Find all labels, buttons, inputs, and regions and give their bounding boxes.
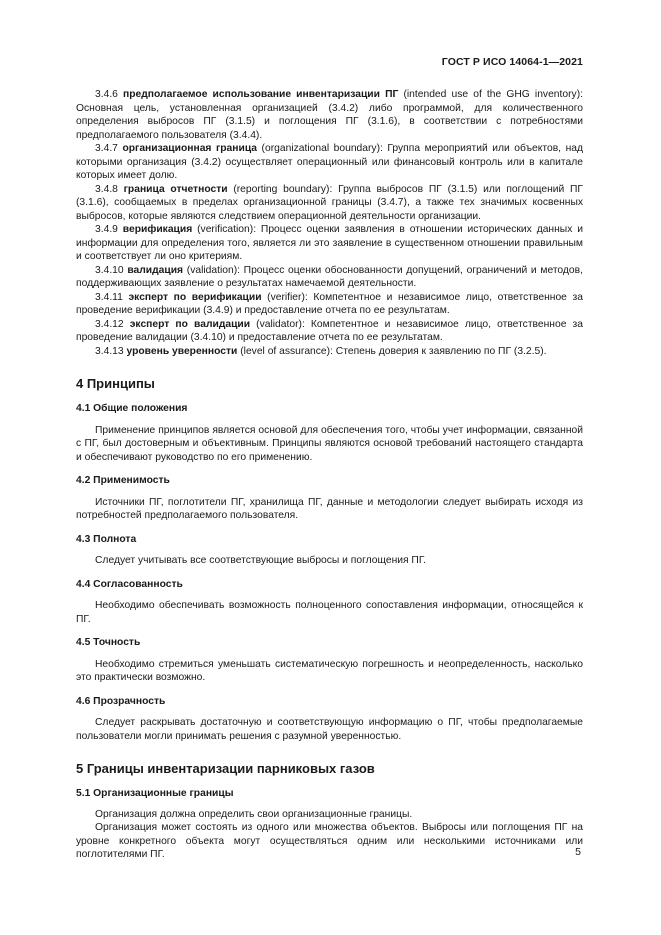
section-5-1-heading: 5.1 Организационные границы [76,788,234,799]
definition-term: эксперт по верификации [128,291,262,303]
section-4-5-text: Необходимо стремиться уменьшать систематическую погрешность и неопределенность, насколько это практически возможно. [76,658,583,683]
section-4-2-heading: 4.2 Применимость [76,475,170,486]
definition-term: организационная граница [122,143,258,154]
definition-3-4-6: 3.4.6 предполагаемое использование инвентаризации ПГ (intended use of the GHG inventory): Основная цель, установленная организацией (3.4.2) либо программой, для количественного определения выбросов ПГ (3.1.5) и поглощения ПГ (3.1.6), в соответствии с потребностями предполагаемого пользователя (3.4.4). [76,89,583,141]
definition-term: граница отчетности [123,183,228,195]
section-5-1-text-2: Организация может состоять из одного или множества объектов. Выбросы или поглощения ПГ на уровне конкретного объекта могут осуществляться одним или несколькими источниками или поглотителями ПГ. [76,822,583,860]
document-id-header: ГОСТ Р ИСО 14064-1—2021 [441,56,583,68]
section-4-3-heading: 4.3 Полнота [76,533,137,545]
definition-term: эксперт по валидации [129,318,251,330]
definition-term: верификация [122,224,193,235]
section-4-6-heading: 4.6 Прозрачность [76,695,166,707]
definition-3-4-8: 3.4.8 граница отчетности (reporting boundary): Группа выбросов ПГ (3.1.5) или поглощений ПГ (3.1.6), сообщаемых в пределах организационной границы (3.4.7), а также тех значимых косвенных выбросов, которые являются следствием операционной деятельности организации. [76,183,583,222]
definition-3-4-9: 3.4.9 верификация (verification): Процесс оценки заявления в отношении исторических данных и информации для определения того, является ли это заявление в существенном отношении правильным и соответствует ли оно критериям. [76,224,583,262]
definitions-list [76,88,583,358]
section-4-6-text: Следует раскрывать достаточную и соответствующую информацию о ПГ, чтобы предполагаемые пользователи могли принимать решения с разумной уверенностью. [76,717,583,742]
section-4-1-heading: 4.1 Общие положения [76,403,188,414]
definition-term: предполагаемое использование инвентаризации ПГ [123,89,399,100]
section-4-heading: 4 Принципы [76,376,155,391]
section-5-1-text-1: Организация должна определить свои организационные границы. [95,808,413,820]
section-4-5-heading: 4.5 Точность [76,637,141,648]
section-4-4-text: Необходимо обеспечивать возможность полноценного сопоставления информации, относящейся к ПГ. [76,600,583,625]
section-4-4-heading: 4.4 Согласованность [76,578,183,590]
section-4-2-text: Источники ПГ, поглотители ПГ, хранилища ПГ, данные и методологии следует выбирать исходя из потребностей предполагаемого пользователя. [76,496,583,521]
page-number: 5 [575,846,581,858]
definition-3-4-12: 3.4.12 эксперт по валидации (validator): Компетентное и независимое лицо, ответственное за проведение валидации (3.4.10) и предоставление отчета по ее результатам. [76,318,583,343]
section-4-3-text: Следует учитывать все соответствующие выбросы и поглощения ПГ. [95,555,427,566]
definition-3-4-7: 3.4.7 организационная граница (organizational boundary): Группа мероприятий или объектов, над которыми организация (3.4.2) осуществляет операционный или финансовый контроль или в капитале которых имеет долю. [76,143,583,181]
definition-3-4-13: 3.4.13 уровень уверенности (level of assurance): Степень доверия к заявлению по ПГ (3.2.5). [95,345,547,357]
section-4-1-text: Применение принципов является основой для обеспечения того, чтобы учет информации, связанной с ПГ, был достоверным и объективным. Принципы являются основой требований настоящего стандарта и обеспечивают руководство по его применению. [76,424,583,463]
definition-3-4-10: 3.4.10 валидация (validation): Процесс оценки обоснованности допущений, ограничений и методов, поддерживающих заявление о результатах намечаемой деятельности. [76,264,583,289]
definition-term: уровень уверенности [126,345,238,357]
definition-3-4-11: 3.4.11 эксперт по верификации (verifier): Компетентное и независимое лицо, ответственное за проведение верификации (3.4.9) и предоставление отчета по ее результатам. [76,291,583,316]
definition-term: валидация [127,264,184,276]
section-5-heading: 5 Границы инвентаризации парниковых газов [76,761,375,776]
